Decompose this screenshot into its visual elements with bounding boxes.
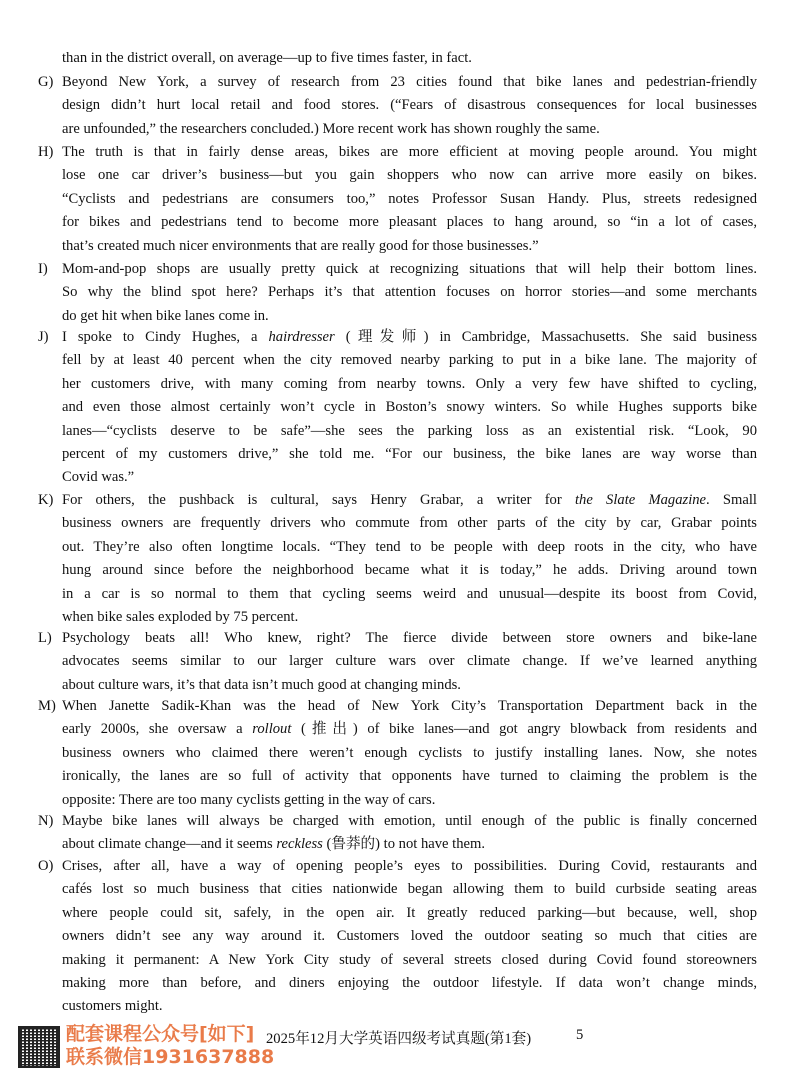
text-line: owners didn’t see any way around it. Customers loved the outdoor seating so much that cities are xyxy=(62,928,757,945)
text-line: When Janette Sadik-Khan was the head of New York City’s Transportation Department back in the xyxy=(62,698,757,714)
text-line: Beyond New York, a survey of research from 23 cities found that bike lanes and pedestrian-friendly xyxy=(62,74,757,90)
text-line: Crises, after all, have a way of opening people’s eyes to possibilities. During Covid, restaurants and xyxy=(62,858,757,874)
text-line: about climate change—and it seems reckless (鲁莽的) to not have them. xyxy=(62,836,485,853)
text-line: advocates seems similar to our larger culture wars over climate change. If we’ve learned anything xyxy=(62,653,757,670)
paragraph-h xyxy=(38,141,757,258)
footer-exam-title: 2025年12月大学英语四级考试真题(第1套) xyxy=(266,1031,532,1047)
text-line: making more than before, and diners enjoying the outdoor lifestyle. If data won’t change minds, xyxy=(62,975,757,992)
text-line: Covid was.” xyxy=(62,469,135,486)
paragraph-label: L) xyxy=(38,630,52,646)
text-line: design didn’t hurt local retail and food stores. (“Fears of disastrous consequences for local businesses xyxy=(62,97,757,114)
paragraph-label: H) xyxy=(38,144,54,160)
text-line: lanes—“cyclists deserve to be safe”—she sees the parking loss as an existential risk. “Look, 90 xyxy=(62,422,757,439)
text-line: ironically, the lanes are so full of activity that opponents have turned to claiming the problem is the xyxy=(62,768,757,785)
text-line: “Cyclists and pedestrians are consumers too,” notes Professor Susan Handy. Plus, streets redesigned xyxy=(62,190,757,207)
paragraph-g xyxy=(38,71,757,141)
paragraph-n xyxy=(38,810,757,857)
text-line: in a car is so normal to them that cycling seems weird and unusual—despite its boost from Covid, xyxy=(62,585,757,602)
paragraph-l xyxy=(38,627,757,697)
paragraph-j xyxy=(38,326,757,490)
text-line: out. They’re also often longtime locals. “They tend to be people with deep roots in the city, who have xyxy=(62,538,757,555)
text-line: that’s created much nicer environments that are really good for those businesses.” xyxy=(62,237,539,254)
paragraph-label: J) xyxy=(38,329,49,345)
paragraph-label: N) xyxy=(38,813,54,829)
text-line: are unfounded,” the researchers concluded.) More recent work has shown roughly the same. xyxy=(62,120,600,137)
text-line: her customers drive, with many coming from nearby towns. Only a very few have shifted to cycling, xyxy=(62,375,757,392)
paragraph-label: O) xyxy=(38,858,54,874)
text-line: do get hit when bike lanes come in. xyxy=(62,307,269,324)
paragraph-label: M) xyxy=(38,698,56,714)
qr-code-icon xyxy=(18,1026,60,1068)
text-line: For others, the pushback is cultural, says Henry Grabar, a writer for the Slate Magazine. Small xyxy=(62,492,757,508)
text-line: Mom-and-pop shops are usually pretty quick at recognizing situations that will help their bottom lines. xyxy=(62,261,757,277)
text-line: hung around since before the neighborhood became what it is today,” he adds. Driving around town xyxy=(62,562,757,579)
text-line: for bikes and pedestrians tend to become more pleasant places to hang around, so “in a lot of cases, xyxy=(62,214,757,231)
text-line: Psychology beats all! Who knew, right? The fierce divide between store owners and bike-lane xyxy=(62,630,757,646)
text-line: cafés lost so much business that cities nationwide began allowing them to build curbside seating areas xyxy=(62,881,757,898)
text-line: So why the blind spot here? Perhaps it’s that attention focuses on horror stories—and some merchants xyxy=(62,284,757,301)
text-line: early 2000s, she oversaw a rollout (推出) of bike lanes—and got angry blowback from residents and xyxy=(62,721,757,738)
promo-watermark-line2: 联系微信1931637888 xyxy=(66,1046,275,1068)
text-line: Maybe bike lanes will always be charged with emotion, until enough of the public is finally concerned xyxy=(62,813,757,829)
paragraph-label: I) xyxy=(38,261,48,277)
text-line: business owners are frequently drivers who commute from other parts of the city by car, Grabar points xyxy=(62,515,757,532)
text-line: than in the district overall, on average—up to five times faster, in fact. xyxy=(62,50,472,66)
paragraph-continued xyxy=(62,47,757,70)
paragraph-label: K) xyxy=(38,492,54,508)
text-line: when bike sales exploded by 75 percent. xyxy=(62,609,299,626)
text-line: The truth is that in fairly dense areas, bikes are more efficient at moving people around. You might xyxy=(62,144,757,160)
paragraph-m xyxy=(38,695,757,812)
text-line: I spoke to Cindy Hughes, a hairdresser (理发师) in Cambridge, Massachusetts. She said business xyxy=(62,329,757,345)
page-number: 5 xyxy=(576,1027,584,1043)
paragraph-label: G) xyxy=(38,74,54,90)
text-line: customers might. xyxy=(62,998,163,1015)
paragraph-i xyxy=(38,258,757,328)
paragraph-k xyxy=(38,489,757,629)
text-line: making it permanent: A New York City study of several streets closed during Covid found storeowners xyxy=(62,951,757,968)
text-line: lose one car driver’s business—but you gain shoppers who now can arrive more easily on bikes. xyxy=(62,167,757,184)
text-line: business owners who claimed there weren’t enough cyclists to justify installing lanes. Now, she notes xyxy=(62,744,757,761)
text-line: opposite: There are too many cyclists getting in the way of cars. xyxy=(62,791,436,808)
paragraph-o xyxy=(38,855,757,1019)
promo-watermark-line1: 配套课程公众号[如下] xyxy=(66,1023,255,1045)
text-line: fell by at least 40 percent when the city removed nearby parking to put in a bike lane. The majority of xyxy=(62,352,757,369)
text-line: where people could sit, safely, in the open air. It greatly reduced parking—but because, well, shop xyxy=(62,904,757,921)
text-line: percent of my customers drive,” she told me. “For our business, the bike lanes are way worse than xyxy=(62,446,757,463)
text-line: and even those almost certainly won’t cycle in Boston’s snowy winters. So while Hughes supports bike xyxy=(62,399,757,416)
text-line: about culture wars, it’s that data isn’t much good at changing minds. xyxy=(62,676,461,693)
